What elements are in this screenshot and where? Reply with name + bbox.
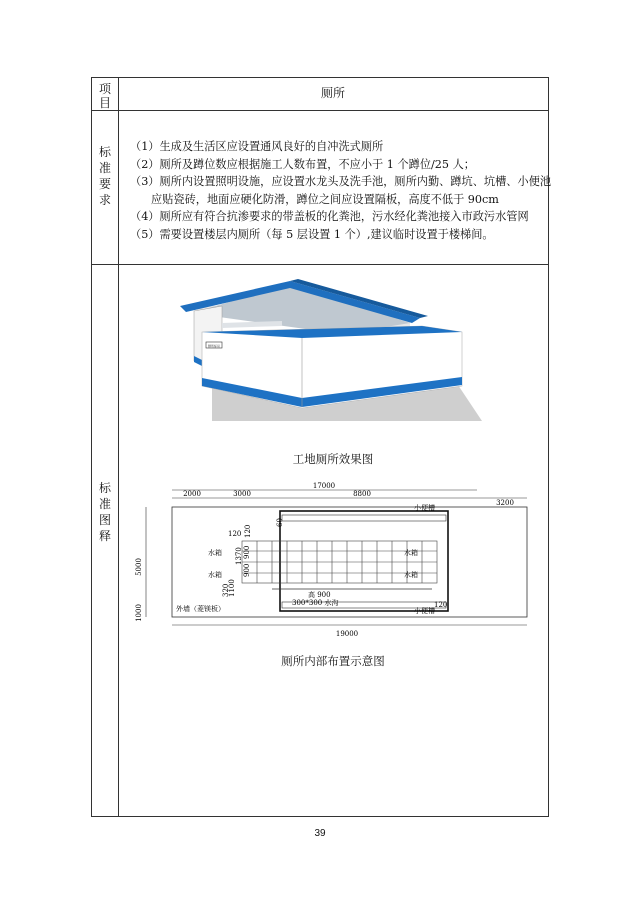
floor-plan <box>132 481 532 643</box>
dim-label: 2000 <box>183 490 201 498</box>
parapet <box>222 321 282 328</box>
trench-label: 300*300 水沟 <box>292 599 339 607</box>
dim-label: 60 <box>276 518 284 527</box>
urinal-label: 小便槽 <box>414 607 435 615</box>
dim-label: 3200 <box>496 499 514 507</box>
dim-label: 19000 <box>335 630 359 638</box>
dim-label: 900 <box>243 545 251 559</box>
dim-label: 3000 <box>233 490 251 498</box>
label-column-divider <box>118 78 119 816</box>
sink-label: 水箱 <box>208 571 222 579</box>
dim-label: 1100 <box>228 579 236 597</box>
row-divider <box>92 110 548 111</box>
requirement-item: （5）需要设置楼层内厕所（每 5 层设置 1 个）,建议临时设置于楼梯间。 <box>130 227 494 241</box>
drawings-label: 标 准 图 释 <box>98 481 111 543</box>
requirements-label: 标 准 要 求 <box>98 145 111 207</box>
dim-label: 5000 <box>135 558 143 576</box>
page-number: 39 <box>314 828 326 839</box>
requirement-item: （4）厕所应有符合抗渗要求的带盖板的化粪池，污水经化粪池接入市政污水管网 <box>130 210 529 224</box>
sink-label: 水箱 <box>404 549 418 557</box>
dim-label: 320 <box>222 583 230 597</box>
sink-label: 水箱 <box>404 571 418 579</box>
sign-text: 厕所标识 <box>207 343 221 348</box>
requirement-item: 应贴瓷砖，地面应硬化防滑，蹲位之间应设置隔板，高度不低于 90cm <box>151 192 499 206</box>
dim-label: 120 <box>228 530 242 538</box>
requirement-item: （2）厕所及蹲位数应根据施工人数布置，不应小于 1 个蹲位/25 人； <box>130 157 475 171</box>
requirement-item: （1）生成及生活区应设置通风良好的自冲洗式厕所 <box>130 140 384 153</box>
dim-label: 1370 <box>235 547 243 565</box>
urinal-label: 小便槽 <box>414 504 435 512</box>
dim-label: 1000 <box>135 604 143 622</box>
dim-label: 120 <box>434 601 448 609</box>
partition-label: 高 900 <box>308 591 331 599</box>
building-outline <box>280 511 448 611</box>
dim-label: 17000 <box>312 482 336 490</box>
requirement-item: （3）厕所内设置照明设施，应设置水龙头及洗手池，厕所内勤、蹲坑、坑槽、小便池 <box>130 175 552 189</box>
row-divider <box>92 264 548 265</box>
plan-caption: 厕所内部布置示意图 <box>281 654 385 668</box>
urinal-trough-top <box>282 515 446 521</box>
requirements-list <box>130 138 552 244</box>
table-title: 厕所 <box>320 86 345 100</box>
dim-label: 8800 <box>353 490 371 498</box>
dim-label: 120 <box>244 524 252 538</box>
building-caption: 工地厕所效果图 <box>292 452 374 466</box>
building-illustration <box>172 276 502 426</box>
outer-wall-label: 外墙（菱镁板） <box>176 605 225 613</box>
dim-label: 900 <box>243 563 251 577</box>
item-label: 项 目 <box>98 82 111 110</box>
sink-label: 水箱 <box>208 549 222 557</box>
standards-table <box>91 77 552 817</box>
